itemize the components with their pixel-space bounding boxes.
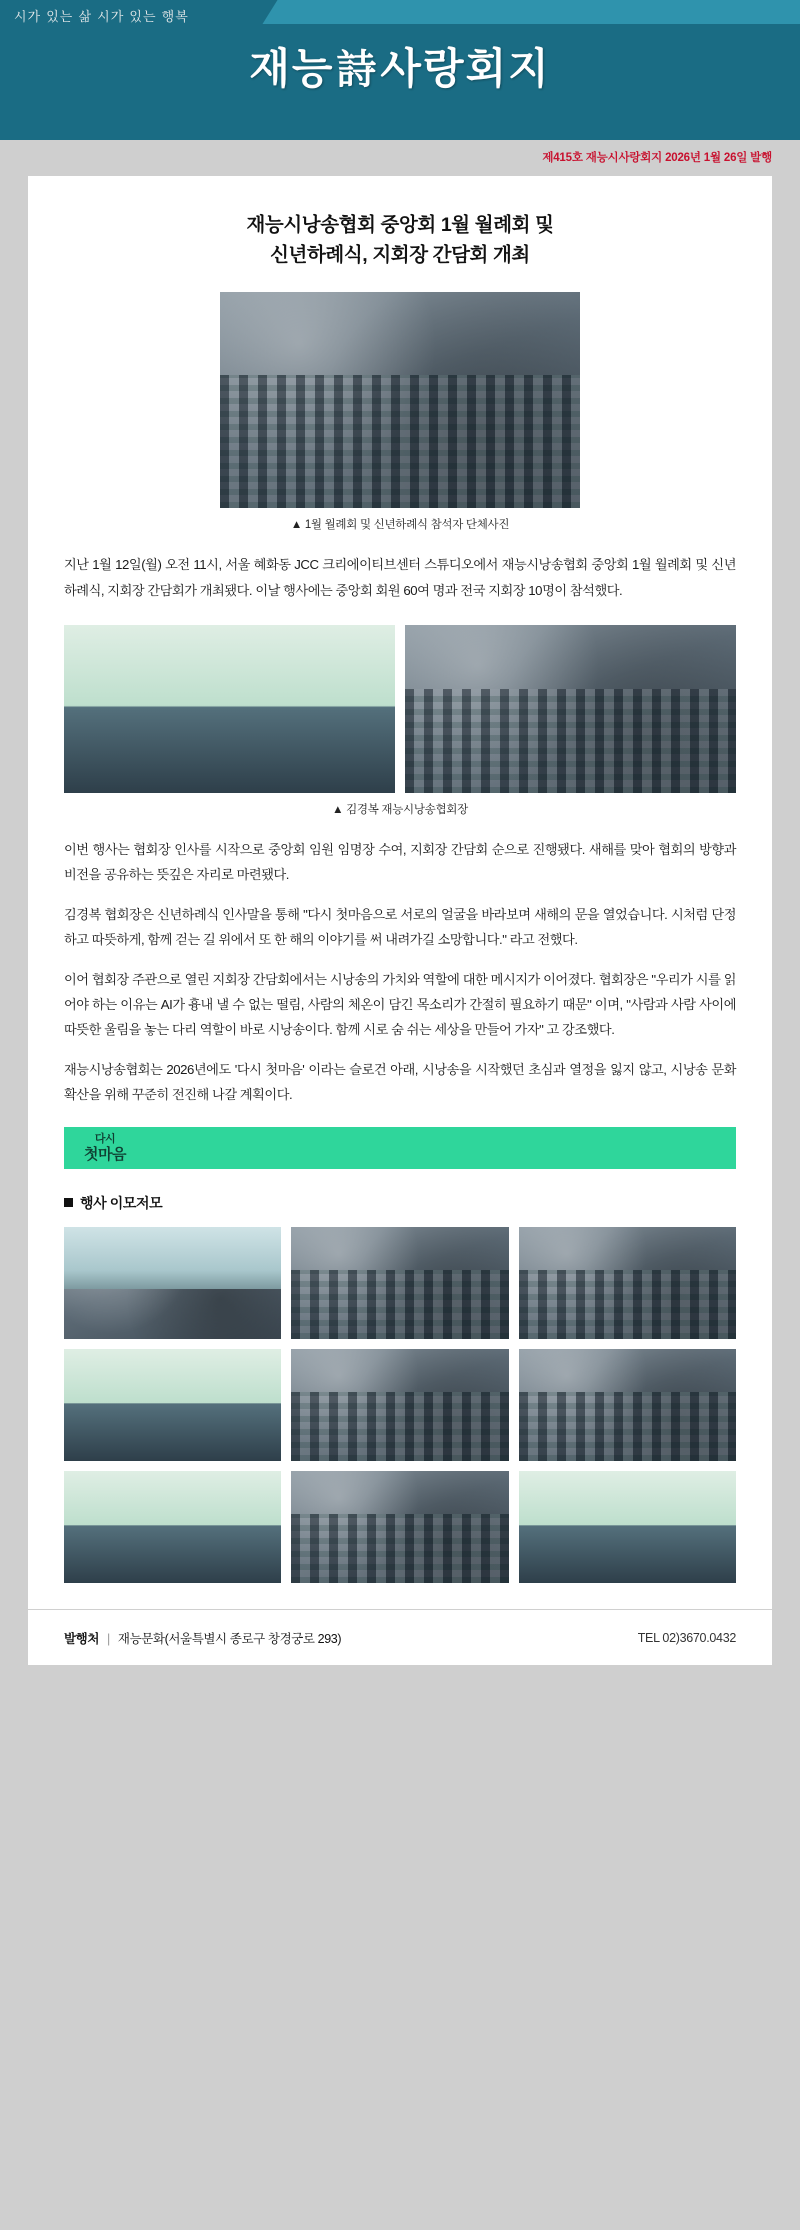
paragraph-2: 이번 행사는 협회장 인사를 시작으로 중앙회 임원 임명장 수여, 지회장 간담회 순으로 진행됐다. 새해를 맞아 협회의 방향과 비전을 공유하는 뜻깊은 자리로 마련됐다. [64, 842, 736, 883]
square-bullet-icon [64, 1198, 73, 1207]
slogan-line-1: 다시 [94, 1132, 116, 1146]
bottom-padding [0, 1665, 800, 1687]
masthead [0, 0, 800, 140]
duo-photo-caption: ▲ 김경복 재능시낭송협회장 [332, 804, 468, 817]
paragraph-3: 김경복 협회장은 신년하례식 인사말을 통해 "다시 첫마음으로 서로의 얼굴을 바라보며 새해의 문을 열었습니다. 시처럼 단정하고 따뜻하게, 함께 걷는 길 위에서 또 한 해의 이야기를 써 내려가길 소망합니다." 라고 전했다. [64, 906, 736, 948]
gallery-section-title [64, 1193, 736, 1213]
main-group-photo [220, 292, 580, 508]
paragraph-1: 지난 1월 12일(월) 오전 11시, 서울 혜화동 JCC 크리에이티브센터 스튜디오에서 재능시낭송협회 중앙회 1월 월례회 및 신년하례식, 지회장 간담회가 개최됐다. 이날 행사에는 중앙회 회원 60여 명과 전국 지회장 10명이 참석했다. [64, 557, 736, 598]
masthead-accent-bar [320, 0, 800, 24]
gallery-item [519, 1349, 736, 1461]
gallery-title-text: 행사 이모저모 [80, 1195, 163, 1212]
gallery-item [291, 1349, 508, 1461]
gallery-item [64, 1227, 281, 1339]
footer [28, 1609, 772, 1665]
issue-info: 제415호 재능시사랑회지 2026년 1월 26일 발행 [542, 152, 772, 164]
publisher-value: 재능문화(서울특별시 종로구 창경궁로 293) [117, 1631, 342, 1646]
article-card [28, 176, 772, 1609]
main-photo-caption: ▲ 1월 월례회 및 신년하례식 참석자 단체사진 [290, 519, 510, 532]
footer-tel: TEL 02)3670.0432 [637, 1630, 736, 1645]
paragraph-5: 재능시낭송협회는 2026년에도 '다시 첫마음' 이라는 슬로건 아래, 시낭송을 시작했던 초심과 열정을 잃지 않고, 시낭송 문화 확산을 위해 꾸준히 전진해 나갈 계획이다. [64, 1061, 736, 1102]
slogan-banner [64, 1127, 736, 1169]
footer-divider: | [107, 1631, 110, 1646]
headline-line-1: 재능시낭송협회 중앙회 1월 월례회 및 [246, 214, 554, 236]
gallery-item [291, 1227, 508, 1339]
page-title [0, 36, 800, 96]
title-hanja: 詩 [336, 46, 379, 93]
article-body-top [64, 552, 736, 603]
gallery-item [64, 1471, 281, 1583]
photo-reciting-left [64, 625, 395, 793]
gallery-item [64, 1349, 281, 1461]
paragraph-4: 이어 협회장 주관으로 열린 지회장 간담회에서는 시낭송의 가치와 역할에 대한 메시지가 이어졌다. 협회장은 "우리가 시를 읽어야 하는 이유는 AI가 흉내 낼 수 없는 떨림, 사람의 체온이 담긴 목소리가 간절히 필요하기 때문" 이며, "사람과 사람 사이에 따뜻한 울림을 놓는 다리 역할이 바로 시낭송이다. 함께 시로 숨 쉬는 세상을 만들어 가자" 고 강조했다. [64, 971, 736, 1038]
photo-audience-right [405, 625, 736, 793]
gallery-item [519, 1471, 736, 1583]
duo-photo-row [64, 625, 736, 793]
event-photo-gallery [64, 1227, 736, 1609]
logo-calligraphy: 시가 있는 삶 시가 있는 행복 [14, 10, 189, 25]
gallery-item [519, 1227, 736, 1339]
footer-publisher [64, 1629, 341, 1647]
title-part-2: 사랑회지 [380, 44, 551, 93]
headline-line-2: 신년하례식, 지회장 간담회 개최 [270, 244, 530, 267]
article-body-main [64, 837, 736, 1107]
slogan-line-2: 첫마음 [84, 1144, 126, 1163]
gallery-item [291, 1471, 508, 1583]
title-part-1: 재능 [249, 44, 335, 93]
article-headline [64, 210, 736, 270]
slogan-badge [84, 1133, 126, 1163]
main-photo-block [64, 292, 736, 532]
publisher-label: 발행처 [64, 1631, 100, 1646]
issue-bar [0, 140, 800, 176]
